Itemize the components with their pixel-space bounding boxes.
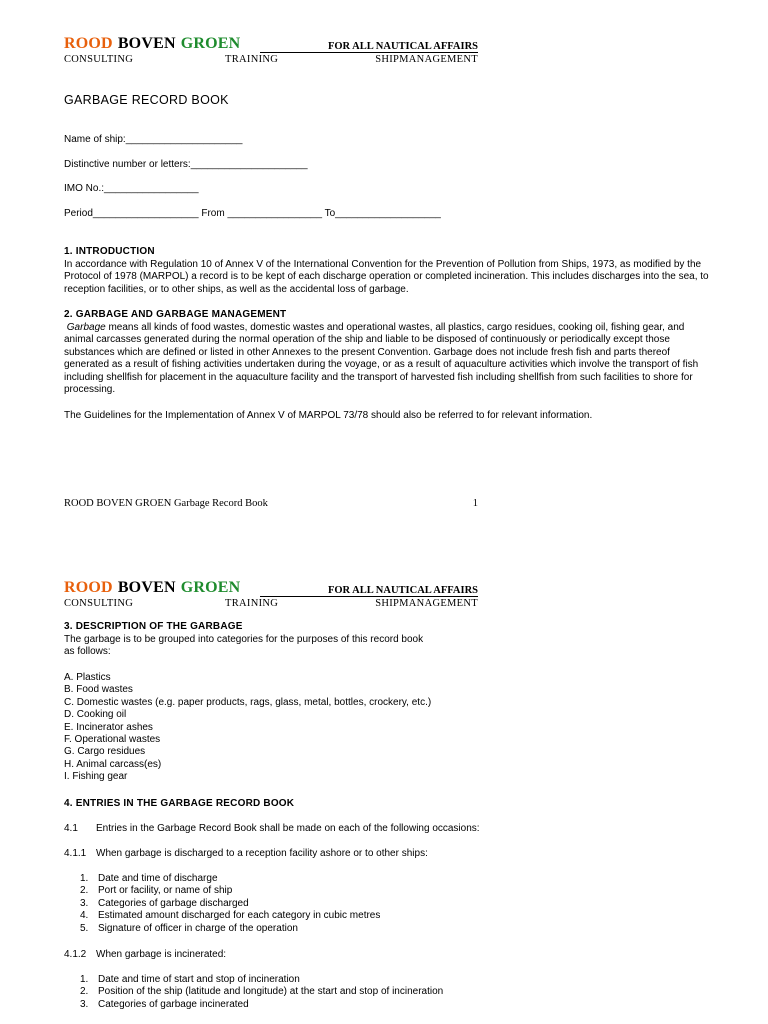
clause-4-1-1 [64,848,428,859]
header-tagline: FOR ALL NAUTICAL AFFAIRS [327,585,478,596]
page-title: GARBAGE RECORD BOOK [64,93,229,107]
list-item-number: 2. [80,986,89,998]
clause-text: When garbage is discharged to a reception facility ashore or to other ships: [96,848,428,859]
page1-header [64,35,478,66]
description-line-2: as follows: [64,646,111,657]
garbage-definition: means all kinds of food wastes, domestic wastes and operational wastes, all plastics, cargo residues, cooking oil, fishing gear, and animal carcasses generated during the normal operation of the ship and liable to be disposed of continuously or periodically except those substances which are defined or listed in other Annexes to the present Convention. Garbage does not include fresh fish and parts thereof generated as a result of fishing activities undertaken during the voyage, or as a result of aquaculture activities which involve the transport of fish including shellfish for placement in the aquaculture facility and the transport of harvested fish including shellfish from such facilities to shore for processing. [64,322,699,396]
section-heading-description: 3. DESCRIPTION OF THE GARBAGE [64,621,243,632]
garbage-category-item: I. Fishing gear [64,771,128,783]
clause-text: Entries in the Garbage Record Book shall be made on each of the following occasions: [96,823,480,834]
list-item-text: Signature of officer in charge of the operation [98,922,298,934]
header-consulting: CONSULTING [64,54,134,65]
brand-groen: GROEN [180,579,241,596]
brand-groen: GROEN [180,35,241,52]
list-item-text: Categories of garbage discharged [98,897,249,909]
brand-boven: BOVEN [117,35,176,52]
numbered-list-item [80,974,300,985]
list-item-number: 1. [80,873,89,884]
page2-header [64,579,478,610]
list-item-text: Estimated amount discharged for each category in cubic metres [98,910,381,922]
list-item-number: 2. [80,885,89,897]
header-underline [260,596,478,597]
company-logo [64,579,240,597]
brand-rood: ROOD [64,35,113,52]
list-item-text: Categories of garbage incinerated [98,998,249,1010]
section-heading-entries: 4. ENTRIES IN THE GARBAGE RECORD BOOK [64,798,295,809]
list-item-number: 3. [80,897,89,909]
numbered-list-item [80,910,380,921]
numbered-list-item [80,898,249,909]
garbage-category-item: E. Incinerator ashes [64,721,153,733]
section-heading-introduction: 1. INTRODUCTION [64,246,155,257]
list-item-number: 3. [80,998,89,1010]
numbered-list-item [80,999,249,1010]
description-line-1: The garbage is to be grouped into categories for the purposes of this record book [64,634,424,645]
clause-4-1 [64,823,480,834]
list-item-number: 5. [80,922,89,934]
garbage-category-item: B. Food wastes [64,684,133,696]
numbered-list-item [80,986,443,997]
list-item-text: Date and time of start and stop of incineration [98,974,300,985]
page-number: 1 [472,498,478,509]
numbered-list-item [80,885,232,896]
header-tagline: FOR ALL NAUTICAL AFFAIRS [327,41,478,52]
garbage-category-item: C. Domestic wastes (e.g. paper products, rags, glass, metal, bottles, crockery, etc.) [64,696,432,708]
list-item-text: Position of the ship (latitude and longitude) at the start and stop of incineration [98,986,444,998]
garbage-category-item: G. Cargo residues [64,746,146,758]
clause-number: 4.1 [64,823,78,834]
garbage-management-paragraph [64,322,714,396]
header-underline [260,52,478,53]
guidelines-paragraph: The Guidelines for the Implementation of Annex V of MARPOL 73/78 should also be referred to for relevant information. [64,410,593,421]
section-heading-garbage-management: 2. GARBAGE AND GARBAGE MANAGEMENT [64,309,287,320]
numbered-list-item [80,873,218,884]
list-item-text: Date and time of discharge [98,873,218,884]
list-item-number: 1. [80,974,89,985]
field-distinctive-number: Distinctive number or letters:_____________________ [64,159,308,170]
brand-rood: ROOD [64,579,113,596]
list-item-text: Port or facility, or name of ship [98,885,233,897]
garbage-term: Garbage [66,322,106,333]
garbage-category-item: F. Operational wastes [64,734,161,745]
garbage-category-item: D. Cooking oil [64,709,127,721]
header-shipmanagement: SHIPMANAGEMENT [375,598,478,609]
clause-number: 4.1.2 [64,949,87,960]
page1-footer [64,498,478,509]
field-imo-number: IMO No.:_________________ [64,183,199,194]
field-name-of-ship: Name of ship:_____________________ [64,134,243,145]
clause-text: When garbage is incinerated: [96,949,227,960]
introduction-paragraph: In accordance with Regulation 10 of Annex V of the International Convention for the Prevention of Pollution from Ships, 1973, as modified by the Protocol of 1978 (MARPOL) a record is to be kept of each discharge operation or completed incineration. This includes discharges into the sea, to reception facilities, or to other ships, as well as the accidental loss of garbage. [64,259,709,295]
garbage-category-item: A. Plastics [64,672,111,683]
company-logo [64,35,240,53]
field-period: Period___________________ From _________________ To___________________ [64,208,441,219]
garbage-category-item: H. Animal carcass(es) [64,758,162,770]
header-consulting: CONSULTING [64,598,134,609]
clause-number: 4.1.1 [64,848,87,859]
brand-boven: BOVEN [117,579,176,596]
list-item-number: 4. [80,910,89,922]
header-training: TRAINING [225,598,279,609]
numbered-list-item [80,923,298,934]
footer-label: ROOD BOVEN GROEN Garbage Record Book [64,498,268,509]
header-shipmanagement: SHIPMANAGEMENT [375,54,478,65]
header-training: TRAINING [225,54,279,65]
clause-4-1-2 [64,949,226,960]
